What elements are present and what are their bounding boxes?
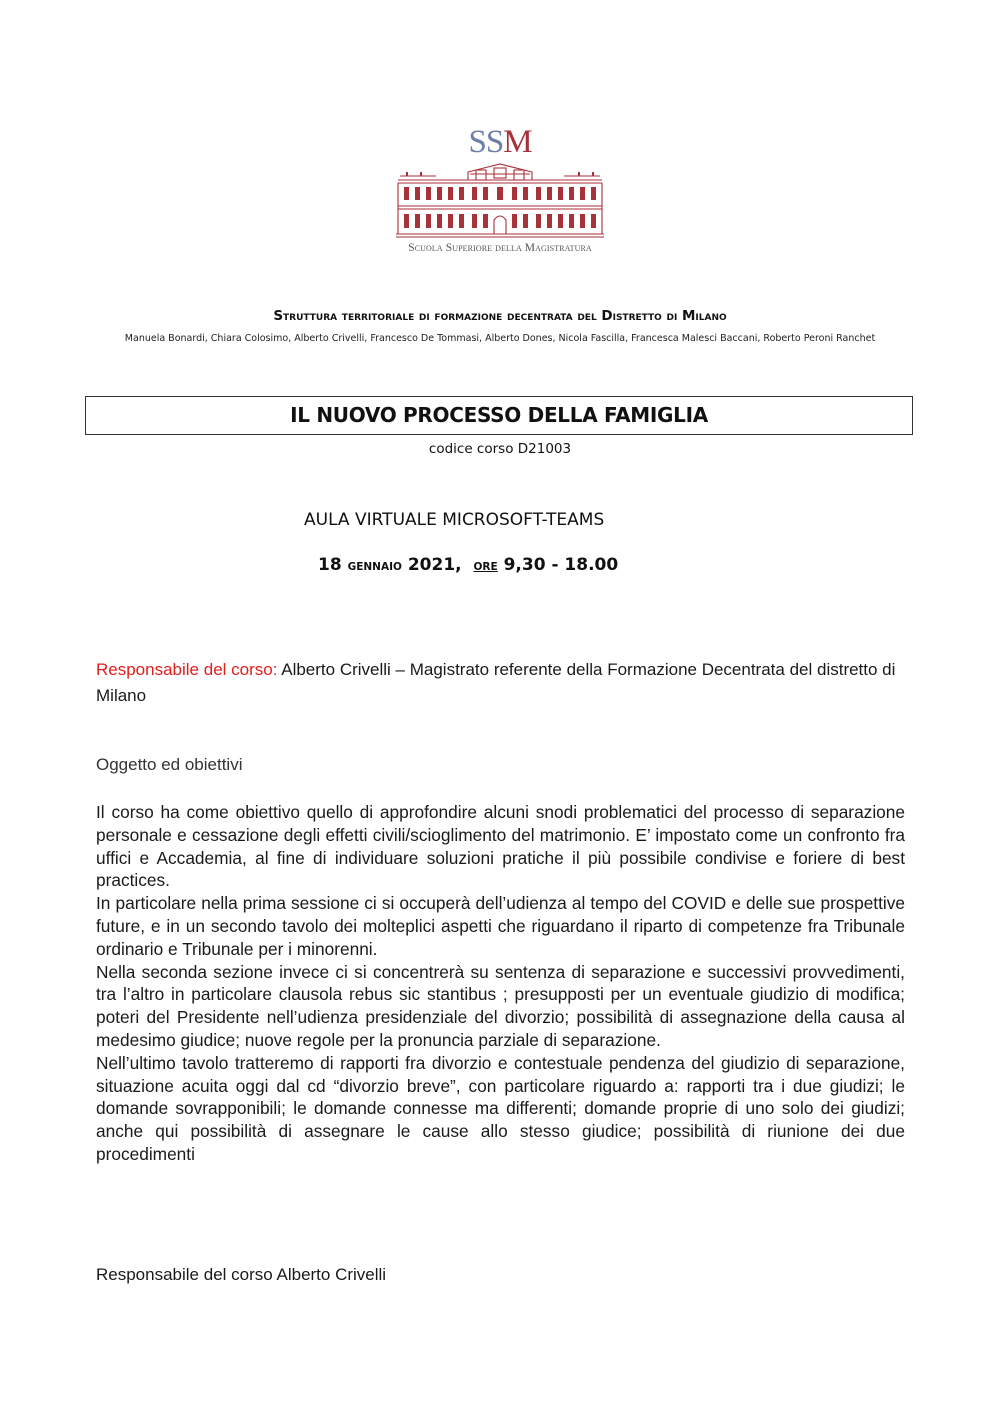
date-ore: ORE — [473, 561, 498, 573]
course-title: IL NUOVO PROCESSO DELLA FAMIGLIA — [290, 403, 708, 427]
members-list: Manuela Bonardi, Chiara Colosimo, Alberto Crivelli, Francesco De Tommasi, Alberto Dones, Nicola Fascilla, Francesca Malesci Baccani, Roberto Peroni Ranchet — [124, 333, 876, 344]
ssm-logo — [392, 120, 608, 262]
body-paragraph: In particolare nella prima sessione ci si occuperà dell’udienza al tempo del COVID e delle sue prospettive future, e in un secondo tavolo dei molteplici aspetti che riguardano il riparto di competenze fra Tribunale ordinario e Tribunale per i minorenni. — [96, 893, 905, 959]
logo-acronym: SSM — [468, 124, 532, 160]
date-day: 18 — [318, 555, 342, 575]
palace-building-icon — [396, 162, 604, 238]
body-paragraph: Il corso ha come obiettivo quello di approfondire alcuni snodi problematici del processo di separazione personale e cessazione degli effetti civili/scioglimento del matrimonio. E’ impostato come un confronto fra uffici e Accademia, al fine di individuare soluzioni pratiche il più possibile condivise e foriere di best practices. — [96, 802, 905, 891]
signature-line: Responsabile del corso Alberto Crivelli — [96, 1265, 387, 1284]
body-paragraph: Nella seconda sezione invece ci si concentrerà su sentenza di separazione e successivi provvedimenti, tra l’altro in particolare clausola rebus sic stantibus ; presupposti per un eventuale giudizio di modifica; poteri del Presidente nell’udienza presidenziale del divorzio; possibilità di assegnazione della causa al medesimo giudice; nuove regole per la pronuncia parziale di separazione. — [96, 961, 905, 1050]
course-code: codice corso D21003 — [428, 441, 572, 457]
date-time: 9,30 - 18.00 — [503, 555, 619, 575]
responsabile-text: Alberto Crivelli – Magistrato referente della Formazione Decentrata del distretto di Milano — [96, 660, 896, 705]
responsabile-paragraph — [96, 657, 911, 709]
body-text — [96, 801, 905, 1166]
course-location: AULA VIRTUALE MICROSOFT-TEAMS — [304, 510, 605, 530]
course-date — [318, 555, 718, 575]
body-paragraph: Nell’ultimo tavolo tratteremo di rapporti fra divorzio e contestuale pendenza del giudizio di separazione, situazione acuita oggi dal cd “divorzio breve”, con particolare riguardo a: rapporti tra i due giudizi; le domande sovrapponibili; le domande connesse ma differenti; domande proprie di uno solo dei giudizi; anche qui possibilità di assegnare le cause allo stesso giudice; possibilità di riunione dei due procedimenti — [96, 1052, 905, 1164]
course-title-box — [85, 396, 913, 435]
date-month: GENNAIO — [347, 561, 402, 573]
section-heading: Oggetto ed obiettivi — [96, 755, 243, 774]
struttura-heading: Struttura territoriale di formazione decentrata del Distretto di Milano — [273, 308, 727, 324]
date-year: 2021, — [407, 555, 462, 575]
responsabile-label: Responsabile del corso: — [96, 660, 278, 679]
logo-school-name: Scuola Superiore della Magistratura — [408, 242, 592, 254]
